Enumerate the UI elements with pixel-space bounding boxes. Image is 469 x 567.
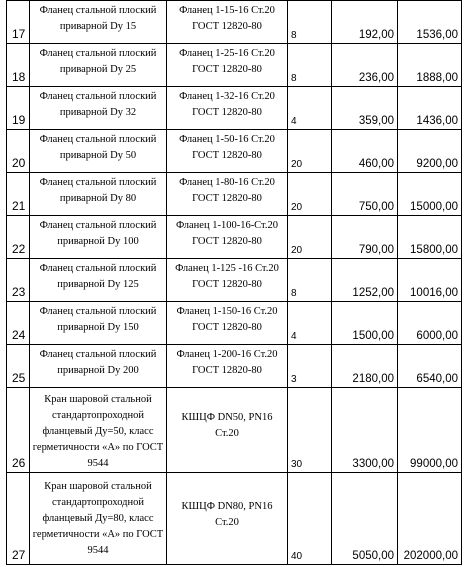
item-name: Фланец стальной плоский приварной Dy 200	[30, 345, 167, 388]
table-row	[7, 87, 462, 130]
item-quantity: 3	[288, 345, 332, 388]
table-row	[7, 44, 462, 87]
item-price: 1252,00	[332, 259, 398, 302]
item-name: Фланец стальной плоский приварной Dy 15	[30, 1, 167, 44]
table-row	[7, 130, 462, 173]
item-price: 750,00	[332, 173, 398, 216]
item-quantity: 20	[288, 216, 332, 259]
item-price: 236,00	[332, 44, 398, 87]
item-quantity: 8	[288, 44, 332, 87]
item-name: Фланец стальной плоский приварной Dy 50	[30, 130, 167, 173]
item-price: 3300,00	[332, 388, 398, 473]
item-sum: 15800,00	[398, 216, 462, 259]
item-designation: Фланец 1-15-16 Ст.20 ГОСТ 12820-80	[167, 1, 288, 44]
row-number: 18	[7, 44, 30, 87]
row-number: 20	[7, 130, 30, 173]
item-quantity: 20	[288, 130, 332, 173]
row-number: 24	[7, 302, 30, 345]
item-sum: 6540,00	[398, 345, 462, 388]
row-number: 23	[7, 259, 30, 302]
table-row	[7, 216, 462, 259]
item-sum: 6000,00	[398, 302, 462, 345]
item-price: 790,00	[332, 216, 398, 259]
item-designation: Фланец 1-50-16 Ст.20 ГОСТ 12820-80	[167, 130, 288, 173]
item-quantity: 4	[288, 302, 332, 345]
item-price: 2180,00	[332, 345, 398, 388]
item-designation: Фланец 1-125 -16 Ст.20 ГОСТ 12820-80	[167, 259, 288, 302]
item-sum: 1888,00	[398, 44, 462, 87]
row-number: 19	[7, 87, 30, 130]
item-designation: КШЦФ DN50, PN16 Ст.20	[167, 388, 288, 473]
item-quantity: 4	[288, 87, 332, 130]
item-sum: 99000,00	[398, 388, 462, 473]
item-designation: Фланец 1-32-16 Ст.20 ГОСТ 12820-80	[167, 87, 288, 130]
table-row	[7, 345, 462, 388]
item-designation: Фланец 1-200-16 Ст.20 ГОСТ 12820-80	[167, 345, 288, 388]
item-name: Фланец стальной плоский приварной Dy 150	[30, 302, 167, 345]
item-price: 192,00	[332, 1, 398, 44]
table-row	[7, 388, 462, 473]
item-name: Фланец стальной плоский приварной Dy 32	[30, 87, 167, 130]
item-quantity: 20	[288, 173, 332, 216]
item-quantity: 30	[288, 388, 332, 473]
item-name: Фланец стальной плоский приварной Dy 80	[30, 173, 167, 216]
item-name: Фланец стальной плоский приварной Dy 25	[30, 44, 167, 87]
row-number: 22	[7, 216, 30, 259]
specification-table	[6, 0, 462, 565]
table-row	[7, 1, 462, 44]
item-designation: КШЦФ DN80, PN16 Ст.20	[167, 473, 288, 565]
row-number: 21	[7, 173, 30, 216]
item-name: Фланец стальной плоский приварной Dy 125	[30, 259, 167, 302]
table-row	[7, 473, 462, 565]
table-row	[7, 302, 462, 345]
table-row	[7, 259, 462, 302]
item-price: 460,00	[332, 130, 398, 173]
item-designation: Фланец 1-25-16 Ст.20 ГОСТ 12820-80	[167, 44, 288, 87]
item-name: Фланец стальной плоский приварной Dy 100	[30, 216, 167, 259]
item-quantity: 8	[288, 259, 332, 302]
table-row	[7, 173, 462, 216]
item-price: 1500,00	[332, 302, 398, 345]
item-quantity: 40	[288, 473, 332, 565]
table-body	[7, 1, 462, 565]
item-name: Кран шаровой стальной стандартопроходной фланцевый Ду=50, класс герметичности «А» по ГОСТ 9544	[30, 388, 167, 473]
item-price: 5050,00	[332, 473, 398, 565]
item-price: 359,00	[332, 87, 398, 130]
row-number: 27	[7, 473, 30, 565]
row-number: 17	[7, 1, 30, 44]
row-number: 26	[7, 388, 30, 473]
item-designation: Фланец 1-100-16-Ст.20 ГОСТ 12820-80	[167, 216, 288, 259]
item-designation: Фланец 1-80-16 Ст.20 ГОСТ 12820-80	[167, 173, 288, 216]
item-name: Кран шаровой стальной стандартопроходной фланцевый Ду=80, класс герметичности «А» по ГОСТ 9544	[30, 473, 167, 565]
item-sum: 9200,00	[398, 130, 462, 173]
item-sum: 1436,00	[398, 87, 462, 130]
item-sum: 15000,00	[398, 173, 462, 216]
item-sum: 1536,00	[398, 1, 462, 44]
item-sum: 10016,00	[398, 259, 462, 302]
item-sum: 202000,00	[398, 473, 462, 565]
row-number: 25	[7, 345, 30, 388]
item-designation: Фланец 1-150-16 Ст.20 ГОСТ 12820-80	[167, 302, 288, 345]
item-quantity: 8	[288, 1, 332, 44]
